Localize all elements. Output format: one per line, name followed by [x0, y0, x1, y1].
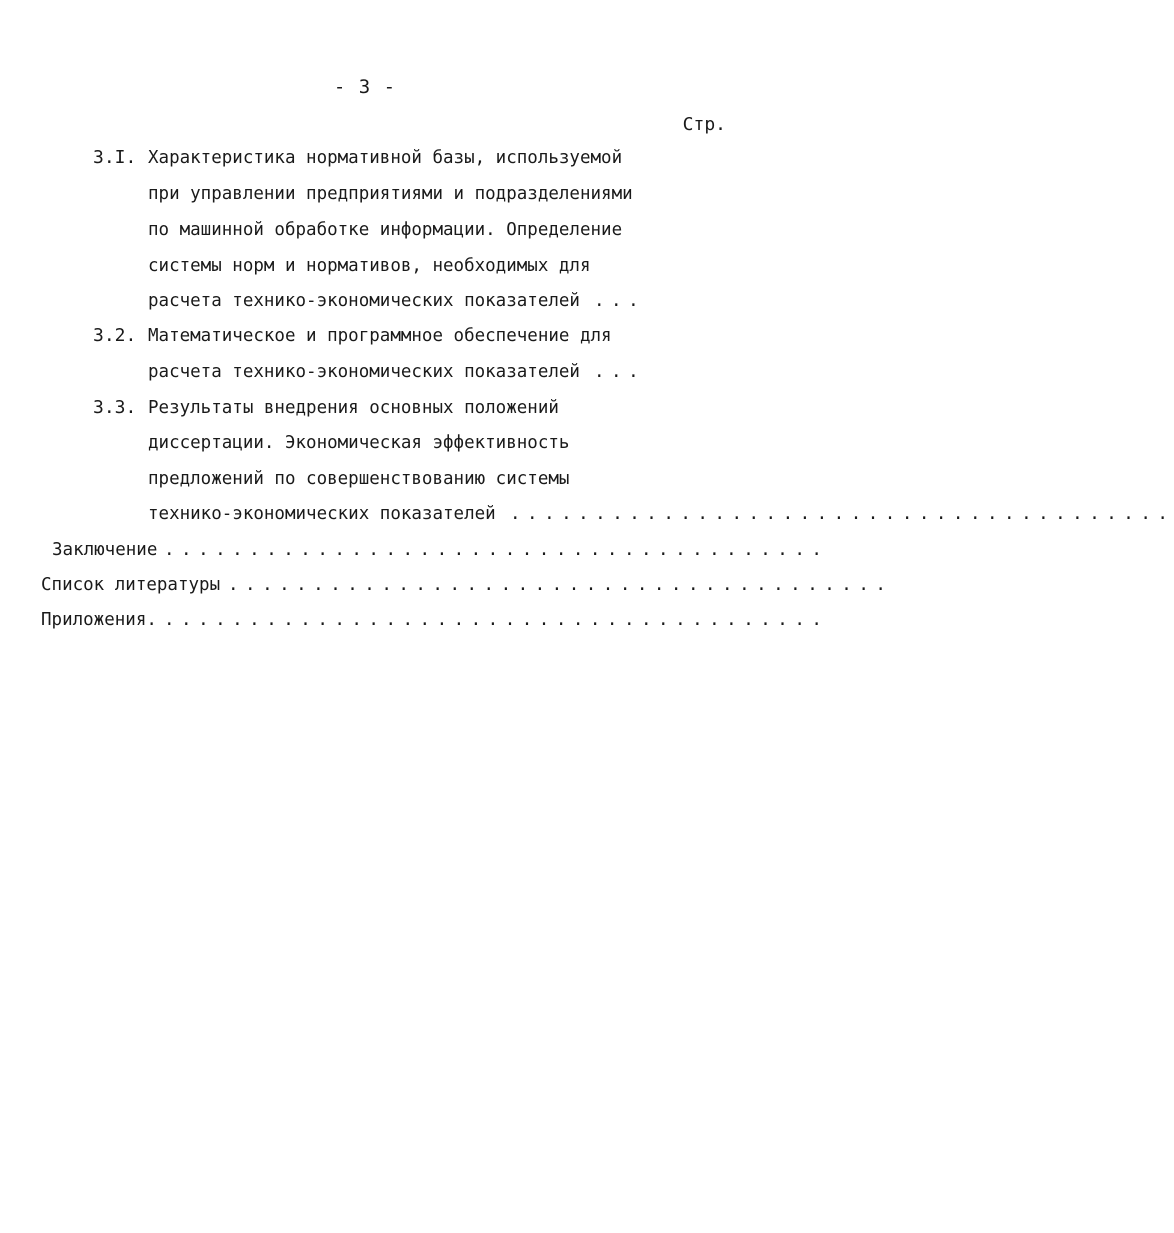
toc-entry-line: предложений по совершенствованию системы: [148, 469, 570, 489]
dot-leader: ...: [594, 291, 646, 311]
toc-entry-title: Приложения.: [41, 610, 157, 630]
toc-entry-line: расчета технико-экономических показателей: [148, 362, 580, 382]
toc-entry-line: Результаты внедрения основных положений: [148, 398, 559, 418]
toc-entry-line: диссертации. Экономическая эффективность: [148, 433, 570, 453]
toc-entry-line: технико-экономических показателей: [148, 504, 496, 524]
dot-leader: .......................................: [164, 610, 829, 630]
toc-entry-line: Характеристика нормативной базы, используемой: [148, 148, 623, 168]
page-number: - 3 -: [333, 76, 397, 98]
dot-leader: ...: [594, 362, 646, 382]
toc-entry-title: Список литературы: [41, 575, 221, 595]
toc-entry-title: Заключение: [52, 540, 158, 560]
toc-entry-number: 3.3.: [93, 397, 137, 418]
toc-entry-line: системы норм и нормативов, необходимых для: [148, 256, 591, 276]
toc-entry-line: при управлении предприятиями и подразделениями: [148, 184, 633, 204]
toc-entry-line: расчета технико-экономических показателей: [148, 291, 580, 311]
toc-entry-number: 3.2.: [93, 325, 137, 346]
toc-entry-number: 3.I.: [93, 147, 137, 168]
pages-column-label: Стр.: [682, 114, 726, 135]
dot-leader: .......................................: [164, 540, 829, 560]
dot-leader: .......................................: [510, 504, 1174, 524]
dot-leader: .......................................: [228, 575, 893, 595]
toc-entry-line: Математическое и программное обеспечение для: [148, 326, 612, 346]
toc-entry-line: по машинной обработке информации. Определение: [148, 220, 623, 240]
